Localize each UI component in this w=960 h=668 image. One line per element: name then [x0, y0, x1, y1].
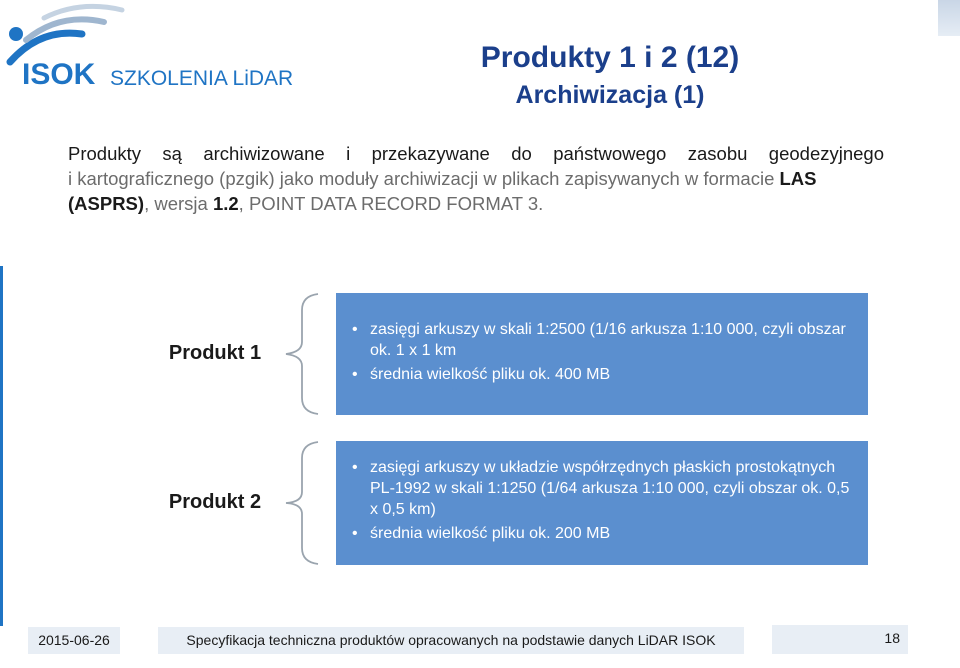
product-1-brace-icon — [282, 292, 322, 416]
slide-title: Produkty 1 i 2 (12) — [480, 41, 740, 74]
page-number: 18 — [772, 625, 908, 654]
intro-asprs: (ASPRS) — [68, 193, 145, 214]
intro-version-label: , wersja — [144, 193, 213, 214]
logo-subtitle: SZKOLENIA LiDAR — [110, 67, 294, 90]
footer-date: 2015-06-26 — [28, 627, 120, 654]
product-2-bullets — [348, 457, 854, 544]
list-item: • zasięgi arkuszy w skali 1:2500 (1/16 arkusza 1:10 000, czyli obszar ok. 1 x 1 km — [348, 319, 854, 361]
intro-las: LAS — [779, 168, 817, 189]
product-1-label: Produkt 1 — [168, 342, 262, 364]
logo-arcs-icon — [0, 0, 320, 110]
product-2-label: Produkt 2 — [168, 491, 262, 513]
intro-line-3 — [68, 191, 884, 216]
intro-version: 1.2 — [212, 193, 239, 214]
logo-brand: ISOK — [22, 58, 96, 91]
slide-subtitle: Archiwizacja (1) — [515, 81, 705, 109]
corner-decoration — [938, 0, 960, 36]
left-accent-rule — [0, 266, 3, 626]
product-1-box — [336, 293, 868, 415]
isok-logo — [0, 0, 320, 110]
intro-line-1: Produkty są archiwizowane i przekazywane do państwowego zasobu geodezyjnego — [68, 143, 884, 164]
intro-line-2-text: i kartograficznego (pzgik) jako moduły archiwizacji w plikach zapisywanych w formacie — [68, 168, 780, 189]
intro-paragraph — [68, 141, 884, 216]
product-2-brace-icon — [282, 440, 322, 566]
list-item: • zasięgi arkuszy w układzie współrzędnych płaskich prostokątnych PL-1992 w skali 1:1250 (1/64 arkusza 1:10 000, czyli obszar ok. 0,5 x 0,5 km) — [348, 457, 854, 520]
list-item: • średnia wielkość pliku ok. 400 MB — [348, 364, 854, 385]
intro-line-2 — [68, 166, 884, 191]
footer-title: Specyfikacja techniczna produktów opracowanych na podstawie danych LiDAR ISOK — [158, 627, 744, 654]
product-1-bullets — [348, 319, 854, 385]
list-item: • średnia wielkość pliku ok. 200 MB — [348, 523, 854, 544]
product-2-box — [336, 441, 868, 565]
intro-format: , POINT DATA RECORD FORMAT 3. — [238, 193, 544, 214]
